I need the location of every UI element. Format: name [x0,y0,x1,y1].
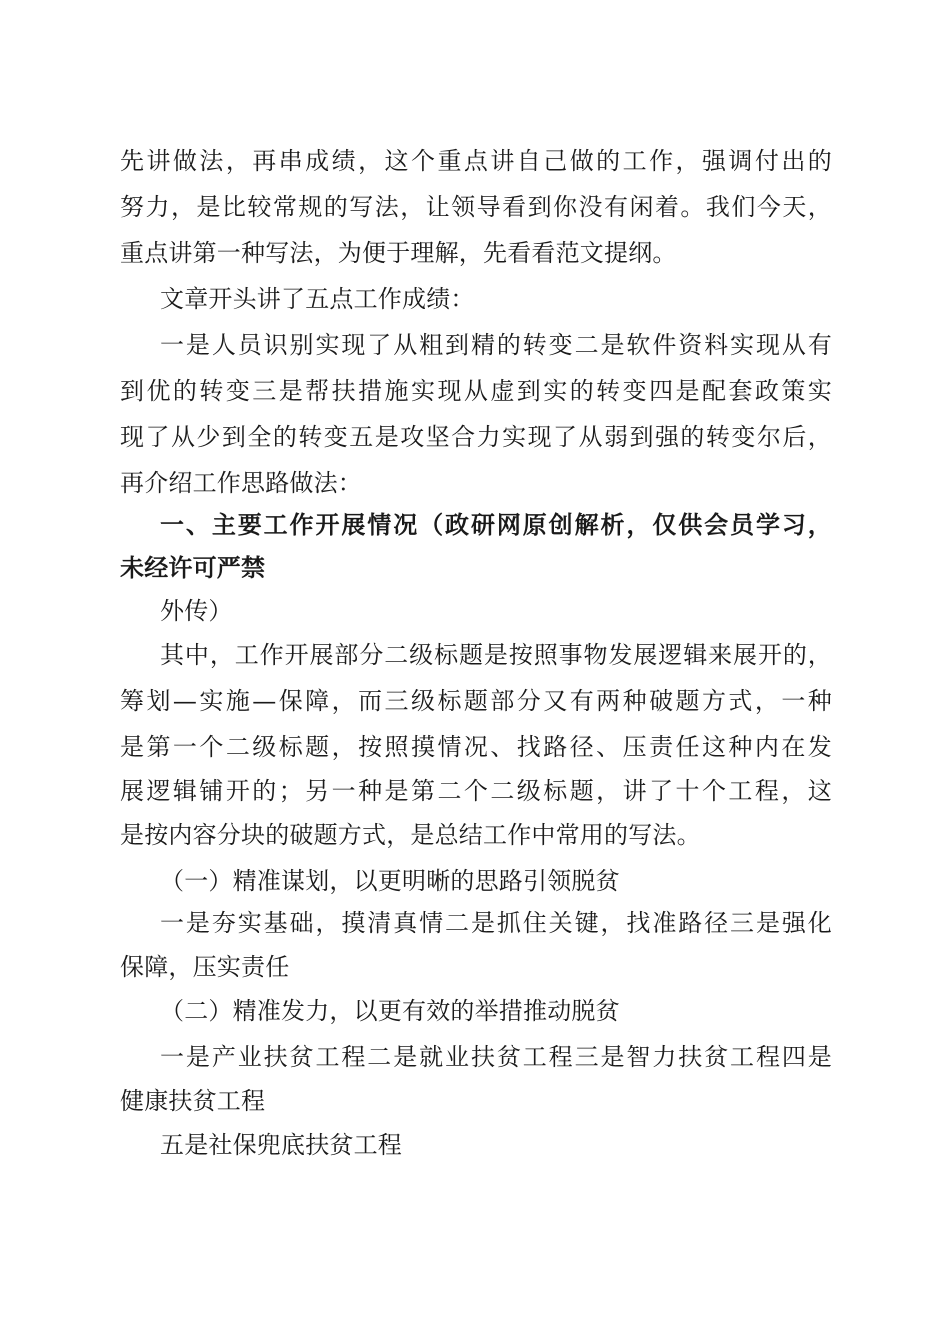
paragraph-line: 其中，工作开展部分二级标题是按照事物发展逻辑来展开的， [160,641,832,669]
paragraph-line: 文章开头讲了五点工作成绩： [160,285,475,313]
paragraph-line: 外传） [160,597,233,625]
subheading-line: （二）精准发力，以更有效的举措推动脱贫 [160,997,620,1025]
paragraph-line: 一是夯实基础，摸清真情二是抓住关键，找准路径三是强化 [160,909,832,937]
paragraph-line: 是第一个二级标题，按照摸情况、找路径、压责任这种内在发 [120,733,832,761]
paragraph-line: 重点讲第一种写法，为便于理解，先看看范文提纲。 [120,239,677,267]
paragraph-line: 健康扶贫工程 [120,1087,266,1115]
paragraph-line: 再介绍工作思路做法： [120,469,362,497]
paragraph-line: 五是社保兜底扶贫工程 [160,1131,402,1159]
paragraph-line: 一是产业扶贫工程二是就业扶贫工程三是智力扶贫工程四是 [160,1043,832,1071]
paragraph-line: 先讲做法，再串成绩，这个重点讲自己做的工作，强调付出的 [120,147,832,175]
subheading-line: （一）精准谋划，以更明晰的思路引领脱贫 [160,867,620,895]
paragraph-line: 筹划—实施—保障，而三级标题部分又有两种破题方式，一种 [120,687,832,715]
paragraph-line: 展逻辑铺开的；另一种是第二个二级标题，讲了十个工程，这 [120,777,832,805]
section-heading-continued: 未经许可严禁 [120,554,266,582]
paragraph-line: 到优的转变三是帮扶措施实现从虚到实的转变四是配套政策实 [120,377,832,405]
paragraph-line: 现了从少到全的转变五是攻坚合力实现了从弱到强的转变尔后， [120,423,832,451]
paragraph-line: 是按内容分块的破题方式，是总结工作中常用的写法。 [120,821,701,849]
paragraph-line: 保障，压实责任 [120,953,290,981]
paragraph-line: 努力，是比较常规的写法，让领导看到你没有闲着。我们今天， [120,193,832,221]
section-heading: 一、主要工作开展情况（政研网原创解析，仅供会员学习， [160,511,832,539]
paragraph-line: 一是人员识别实现了从粗到精的转变二是软件资料实现从有 [160,331,832,359]
